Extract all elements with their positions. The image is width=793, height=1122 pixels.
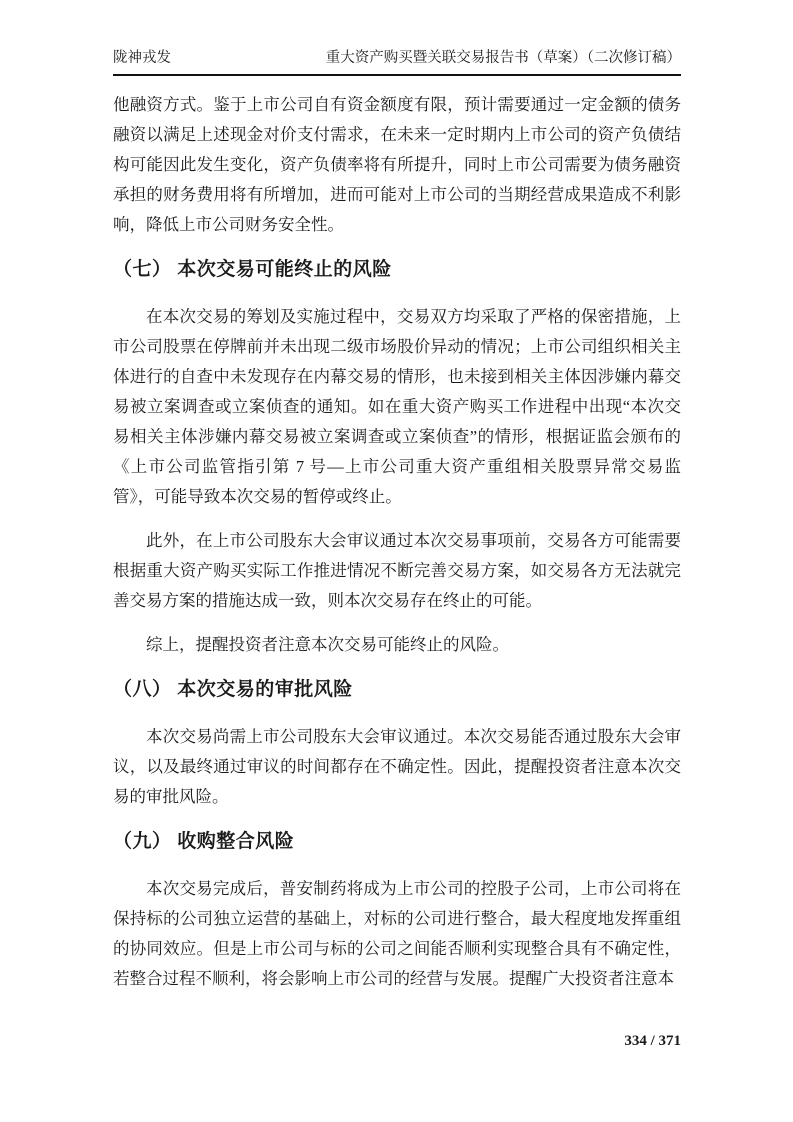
- header-document-title: 重大资产购买暨关联交易报告书（草案）（二次修订稿）: [325, 50, 681, 66]
- document-body: [113, 90, 681, 1008]
- body-paragraph-continuation: 他融资方式。鉴于上市公司自有资金额度有限，预计需要通过一定金额的债务融资以满足上述现金对价支付需求，在未来一定时期内上市公司的资产负债结构可能因此发生变化，资产负债率将有所提升，同时上市公司需要为债务融资承担的财务费用将有所增加，进而可能对上市公司的当期经营成果造成不利影响，降低上市公司财务安全性。: [113, 95, 681, 234]
- body-paragraph: 本次交易完成后，普安制药将成为上市公司的控股子公司，上市公司将在保持标的公司独立运营的基础上，对标的公司进行整合，最大程度地发挥重组的协同效应。但是上市公司与标的公司之间能否顺利实现整合具有不确定性，若整合过程不顺利，将会影响上市公司的经营与发展。提醒广大投资者注意本: [113, 879, 681, 988]
- page-header: [113, 48, 681, 76]
- page-number: 334 / 371: [624, 1033, 681, 1049]
- body-paragraph: 综上，提醒投资者注意本次交易可能终止的风险。: [146, 635, 509, 654]
- section-heading-8: （八） 本次交易的审批风险: [113, 679, 353, 700]
- page-footer: [624, 1033, 681, 1050]
- section-heading-7: （七） 本次交易可能终止的风险: [113, 259, 392, 280]
- body-paragraph: 此外，在上市公司股东大会审议通过本次交易事项前，交易各方可能需要根据重大资产购买实际工作推进情况不断完善交易方案，如交易各方无法就完善交易方案的措施达成一致，则本次交易存在终止的可能。: [113, 531, 681, 610]
- section-heading-9: （九） 收购整合风险: [113, 831, 295, 852]
- body-paragraph: 在本次交易的筹划及实施过程中，交易双方均采取了严格的保密措施，上市公司股票在停牌前并未出现二级市场股价异动的情况；上市公司组织相关主体进行的自查中未发现存在内幕交易的情形，也未接到相关主体因涉嫌内幕交易被立案调查或立案侦查的通知。如在重大资产购买工作进程中出现“本次交易相关主体涉嫌内幕交易被立案调查或立案侦查”的情形，根据证监会颁布的《上市公司监管指引第 7 号—上市公司重大资产重组相关股票异常交易监管》，可能导致本次交易的暂停或终止。: [113, 307, 681, 506]
- header-company-name: 陇神戎发: [113, 50, 171, 66]
- body-paragraph: 本次交易尚需上市公司股东大会审议通过。本次交易能否通过股东大会审议，以及最终通过审议的时间都存在不确定性。因此，提醒投资者注意本次交易的审批风险。: [113, 727, 681, 806]
